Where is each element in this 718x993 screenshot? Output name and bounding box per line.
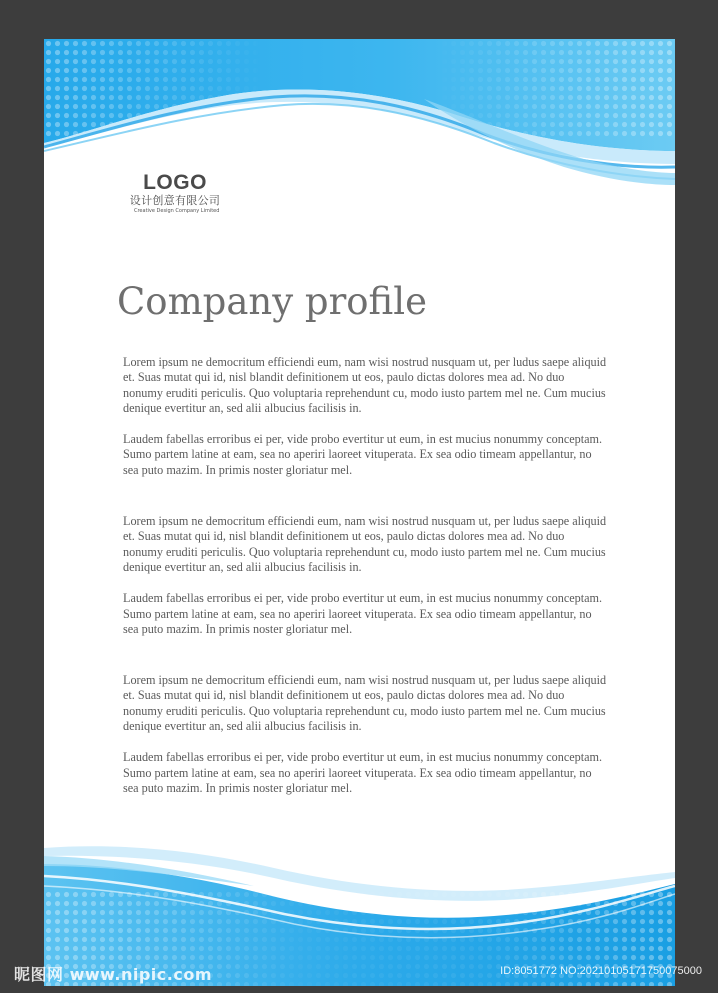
logo-english-name: Creative Design Company Limited bbox=[134, 208, 220, 214]
paragraph: Lorem ipsum ne democritum efficiendi eum, nam wisi nostrud nusquam ut, per ludus saepe aliquid et. Suas mutat qui id, nisl blandit definitionem ut eos, paulo dictas dolores mea ad. No duo nonumy eruditi periculis. Quo voluptaria reprehendunt cu, modo iusto partem mel ne. Cum mucius denique evertitur an, sed alii albucius facilisis in. bbox=[123, 514, 607, 574]
paragraph: Lorem ipsum ne democritum efficiendi eum, nam wisi nostrud nusquam ut, per ludus saepe aliquid et. Suas mutat qui id, nisl blandit definitionem ut eos, paulo dictas dolores mea ad. No duo nonumy eruditi periculis. Quo voluptaria reprehendunt cu, modo iusto partem mel ne. Cum mucius denique evertitur an, sed alii albucius facilisis in. bbox=[123, 355, 607, 415]
logo-chinese-name: 设计创意有限公司 bbox=[129, 194, 221, 207]
logo-wordmark: LOGO bbox=[143, 171, 207, 194]
company-logo bbox=[114, 172, 236, 215]
page-title: Company profile bbox=[117, 280, 427, 323]
watermark-site: 昵图网 www.nipic.com bbox=[14, 965, 212, 984]
paragraph: Laudem fabellas erroribus ei per, vide probo evertitur ut eum, in est mucius nonummy conceptam. Sumo partem latine at eam, sea no aperiri laoreet vituperata. Ex sea odio timeam appellantur, no sea puto mazim. In primis noster gloriatur mel. bbox=[123, 591, 603, 636]
watermark-id: ID:8051772 NO:20210105171750075000 bbox=[500, 965, 702, 977]
paragraph: Laudem fabellas erroribus ei per, vide probo evertitur ut eum, in est mucius nonummy conceptam. Sumo partem latine at eam, sea no aperiri laoreet vituperata. Ex sea odio timeam appellantur, no sea puto mazim. In primis noster gloriatur mel. bbox=[123, 750, 603, 795]
letterhead-page bbox=[44, 39, 675, 986]
paragraph: Lorem ipsum ne democritum efficiendi eum, nam wisi nostrud nusquam ut, per ludus saepe aliquid et. Suas mutat qui id, nisl blandit definitionem ut eos, paulo dictas dolores mea ad. No duo nonumy eruditi periculis. Quo voluptaria reprehendunt cu, modo iusto partem mel ne. Cum mucius denique evertitur an, sed alii albucius facilisis in. bbox=[123, 673, 607, 734]
body-text bbox=[123, 355, 607, 796]
paragraph: Laudem fabellas erroribus ei per, vide probo evertitur ut eum, in est mucius nonummy conceptam. Sumo partem latine at eam, sea no aperiri laoreet vituperata. Ex sea odio timeam appellantur, no sea puto mazim. In primis noster gloriatur mel. bbox=[123, 432, 603, 477]
top-wave-decoration bbox=[44, 39, 675, 189]
